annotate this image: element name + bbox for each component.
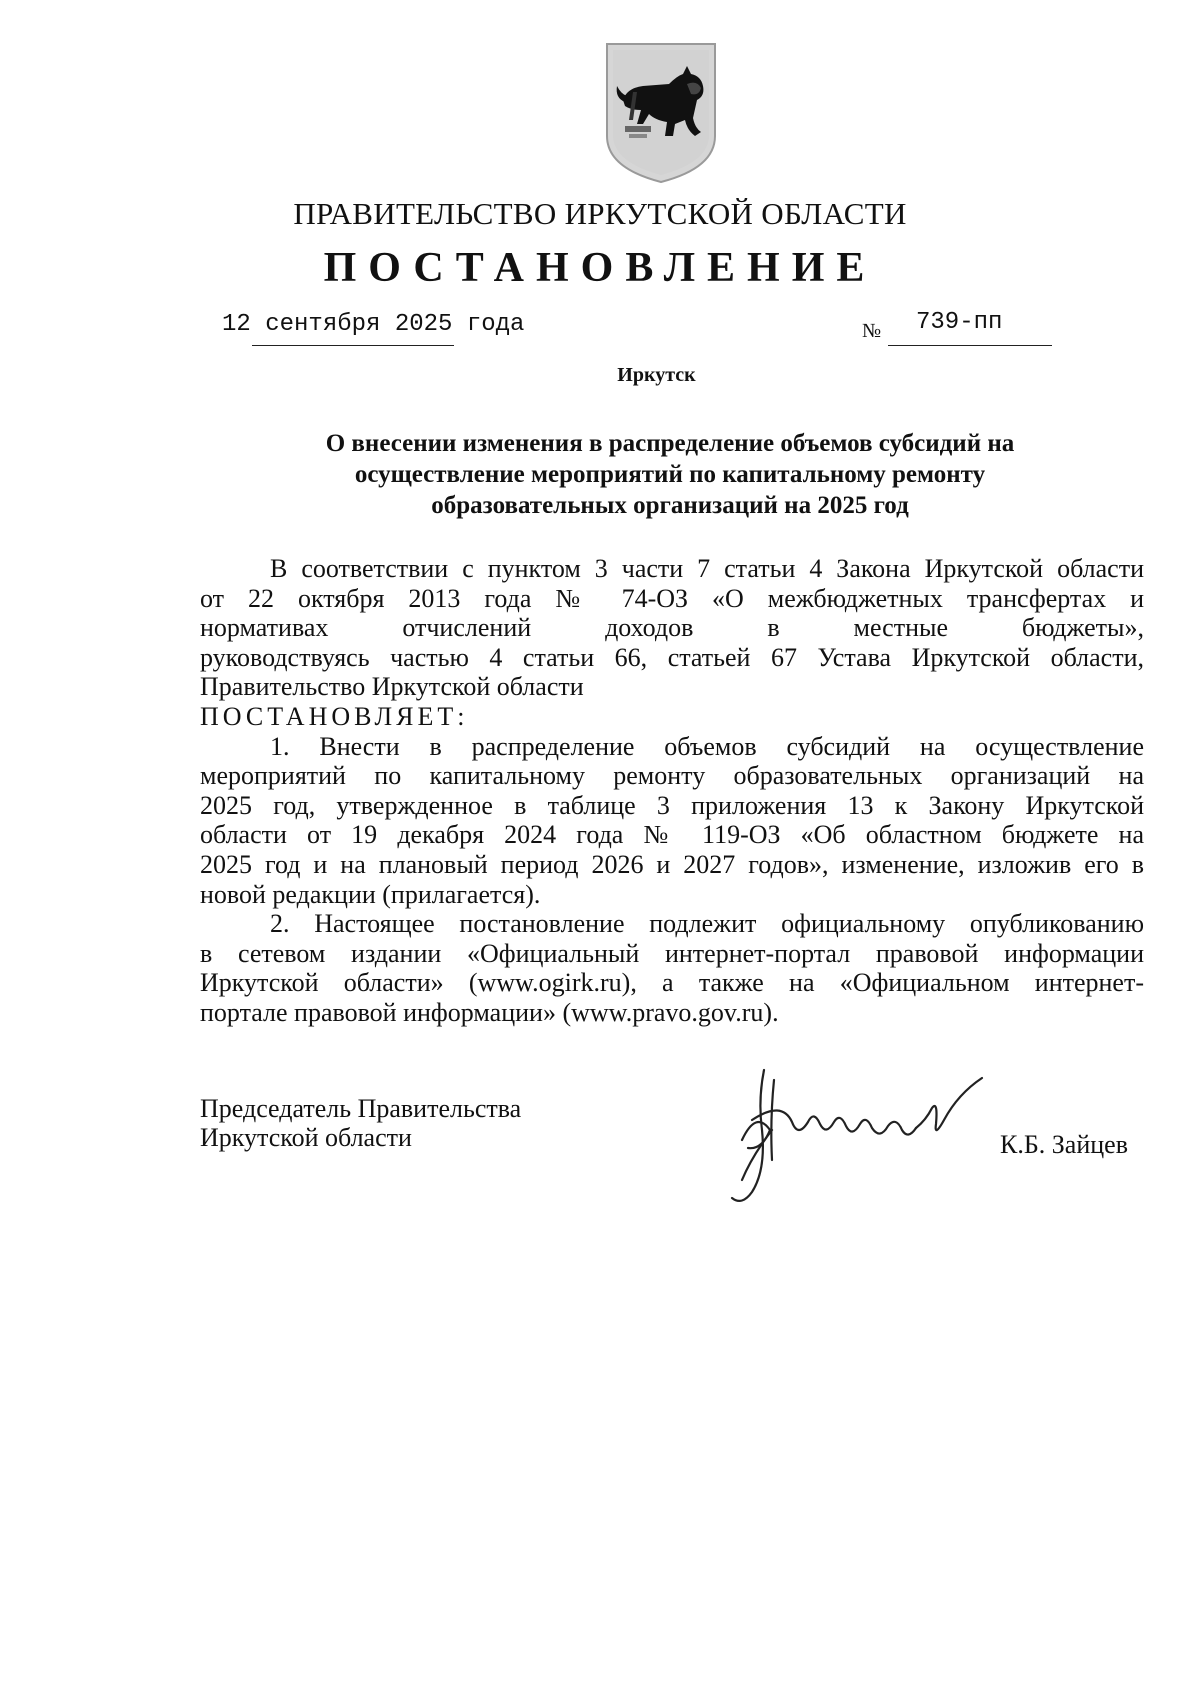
body-line: Правительство Иркутской области (200, 672, 584, 702)
body-line: портале правовой информации» (www.pravo.gov.ru). (200, 997, 779, 1027)
document-title (200, 428, 1140, 521)
title-line: О внесении изменения в распределение объемов субсидий на (325, 430, 1015, 457)
body-line: мероприятий по капитальному ремонту образовательных организаций на (200, 761, 1144, 791)
body-line: новой редакции (прилагается). (200, 879, 541, 909)
body-line: от 22 октября 2013 года № 74-ОЗ «О межбюджетных трансфертах и (200, 583, 1144, 613)
date-underline (252, 345, 454, 346)
title-line: осуществление мероприятий по капитальному ремонту (354, 461, 986, 488)
signatory-position (200, 1094, 521, 1152)
coat-of-arms-icon (603, 40, 719, 186)
body-line: 1. Внести в распределение объемов субсидий на осуществление (270, 731, 1144, 761)
body-line: Иркутской области» (www.ogirk.ru), а также на «Официальном интернет- (200, 968, 1144, 998)
document-date: 12 сентября 2025 года (222, 311, 525, 338)
number-sign: № (862, 320, 882, 342)
city: Иркутск (617, 364, 696, 386)
position-line: Председатель Правительства (200, 1094, 522, 1123)
body-line: ПОСТАНОВЛЯЕТ: (200, 701, 469, 731)
position-line: Иркутской области (200, 1123, 412, 1152)
signatory-name: К.Б. Зайцев (1000, 1130, 1128, 1159)
body-line: 2025 год и на плановый период 2026 и 2027 годов», изменение, изложив его в (200, 849, 1144, 879)
body-line: В соответствии с пунктом 3 части 7 статьи 4 Закона Иркутской области (270, 554, 1144, 583)
body-line: 2. Настоящее постановление подлежит официальному опубликованию (270, 909, 1144, 939)
body-line: в сетевом издании «Официальный интернет-портал правовой информации (200, 938, 1144, 968)
body-line: области от 19 декабря 2024 года № 119-ОЗ «Об областном бюджете на (200, 820, 1144, 850)
body-line: нормативах отчислений доходов в местные бюджеты», (200, 613, 1144, 643)
government-name: ПРАВИТЕЛЬСТВО ИРКУТСКОЙ ОБЛАСТИ (293, 196, 907, 231)
number-underline (888, 345, 1052, 346)
body-line: руководствуясь частью 4 статьи 66, статьей 67 Устава Иркутской области, (200, 642, 1144, 672)
document-body (200, 554, 1144, 1028)
handwritten-signature-icon (712, 1060, 1002, 1210)
body-line: 2025 год, утвержденное в таблице 3 приложения 13 к Закону Иркутской (200, 790, 1144, 820)
document-number: 739-пп (916, 309, 1003, 336)
title-line: образовательных организаций на 2025 год (431, 492, 909, 519)
document-type: ПОСТАНОВЛЕНИЕ (323, 245, 877, 291)
